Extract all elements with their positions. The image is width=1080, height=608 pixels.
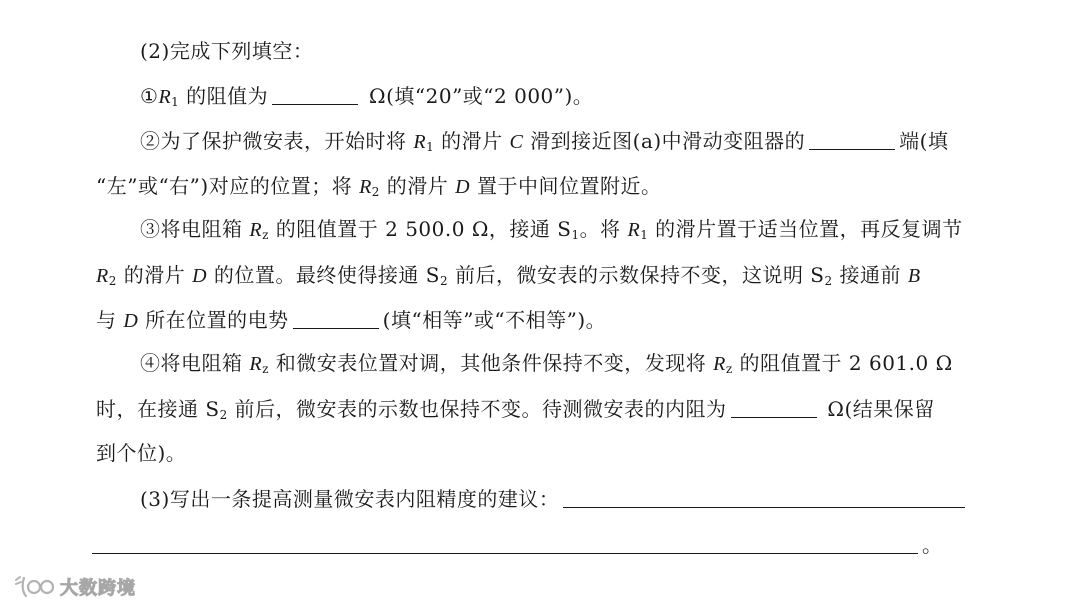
item2-text2: 滑到接近图(a)中滑动变阻器的 bbox=[523, 129, 806, 153]
item4-line1 bbox=[140, 350, 953, 377]
item3-text1: 的阻值置于 2 500.0 Ω，接通 S bbox=[268, 217, 572, 241]
item2-var: R bbox=[413, 131, 427, 153]
item3-var: R bbox=[249, 219, 263, 241]
item2-text3: 端(填 bbox=[899, 129, 949, 153]
item1-prefix: ① bbox=[140, 84, 159, 108]
item2-prefix: ②为了保护微安表，开始时将 bbox=[140, 129, 414, 153]
part2-heading bbox=[140, 38, 313, 64]
item4-blank bbox=[731, 397, 817, 418]
item3-line3-text2: 所在位置的电势 bbox=[138, 308, 289, 332]
item4-text1: 和微安表位置对调，其他条件保持不变，发现将 bbox=[268, 351, 714, 375]
item4-line2-text2: 前后，微安表的示数也保持不变。待测微安表的内阻为 bbox=[227, 397, 727, 421]
part3-end: 。 bbox=[922, 533, 943, 557]
item4-var2: R bbox=[713, 353, 726, 375]
item3-text2: 。将 bbox=[579, 217, 628, 241]
item2-sub: 1 bbox=[426, 140, 435, 154]
item3-text3: 的滑片置于适当位置，再反复调节 bbox=[648, 217, 963, 241]
item2-line2 bbox=[96, 173, 661, 200]
item3-line2-sub: 2 bbox=[108, 274, 117, 288]
item1-sub: 1 bbox=[171, 95, 180, 109]
item3-line2-s-sub2: 2 bbox=[824, 274, 833, 288]
item4-line2-s-sub: 2 bbox=[219, 408, 228, 422]
item4-sub: z bbox=[262, 362, 269, 376]
part3-blank-1 bbox=[563, 487, 965, 508]
brand-logo-icon bbox=[12, 574, 56, 600]
item4-sub2: z bbox=[725, 362, 733, 376]
item3-line3-text3: (填“相等”或“不相等”)。 bbox=[382, 308, 607, 332]
item3-line2-s-sub: 2 bbox=[439, 274, 449, 288]
item3-line3-text1: 与 bbox=[96, 308, 124, 332]
item4-line2-text3: Ω(结果保留 bbox=[820, 397, 935, 421]
item1-var: R bbox=[158, 86, 172, 108]
item2-line2-var: R bbox=[359, 176, 372, 198]
item2-line2-text2: 的滑片 bbox=[379, 174, 456, 198]
item4-line3 bbox=[96, 440, 186, 466]
item2-line2-text3: 置于中间位置附近。 bbox=[470, 174, 662, 198]
part2-heading-text: (2)完成下列填空： bbox=[140, 39, 314, 63]
item3-line1 bbox=[140, 216, 963, 243]
item2-line1 bbox=[140, 128, 948, 155]
watermark-text: 大数跨境 bbox=[60, 578, 136, 599]
item2-blank bbox=[809, 129, 895, 150]
item3-s-sub: 1 bbox=[571, 228, 580, 242]
item3-blank bbox=[293, 308, 379, 329]
item3-line2-var: R bbox=[96, 265, 109, 287]
item1-blank bbox=[272, 84, 358, 105]
item4-var: R bbox=[249, 353, 263, 375]
item2-var2: C bbox=[509, 131, 524, 153]
item2-line2-sub: 2 bbox=[371, 185, 380, 199]
item3-sub2: 1 bbox=[640, 228, 649, 242]
item1-text2: Ω(填“20”或“2 000”)。 bbox=[362, 84, 594, 108]
item3-line2-text1: 的滑片 bbox=[116, 263, 193, 287]
item4-line3-text1: 到个位)。 bbox=[96, 441, 187, 465]
part3-line1 bbox=[140, 486, 969, 512]
item3-line3 bbox=[96, 307, 606, 334]
item2-line2-var2: D bbox=[455, 176, 471, 198]
item3-line2 bbox=[96, 262, 921, 289]
item3-line2-var3: B bbox=[907, 265, 921, 287]
item3-line2-text3: 前后，微安表的示数保持不变，这说明 S bbox=[448, 263, 825, 287]
item3-line2-var2: D bbox=[192, 265, 208, 287]
item4-text2: 的阻值置于 2 601.0 Ω bbox=[732, 351, 953, 375]
item3-line2-text4: 接通前 bbox=[832, 263, 908, 287]
item3-prefix: ③将电阻箱 bbox=[140, 217, 250, 241]
item4-line2 bbox=[96, 396, 935, 422]
item3-line3-var: D bbox=[123, 310, 139, 332]
item3-sub: z bbox=[262, 228, 269, 242]
item1-text1: 的阻值为 bbox=[179, 84, 269, 108]
watermark bbox=[12, 572, 136, 602]
part3-text: (3)写出一条提高测量微安表内阻精度的建议： bbox=[140, 487, 560, 511]
item1-line bbox=[140, 83, 593, 110]
item4-line2-text1: 时，在接通 S bbox=[96, 397, 220, 421]
part3-line2 bbox=[92, 532, 943, 558]
item4-prefix: ④将电阻箱 bbox=[140, 351, 250, 375]
item2-text1: 的滑片 bbox=[434, 129, 510, 153]
item3-line2-text2: 的位置。最终使得接通 S bbox=[207, 263, 440, 287]
item3-var2: R bbox=[627, 219, 641, 241]
part3-blank-2 bbox=[92, 533, 918, 554]
item2-line2-text1: “左”或“右”)对应的位置；将 bbox=[96, 174, 360, 198]
